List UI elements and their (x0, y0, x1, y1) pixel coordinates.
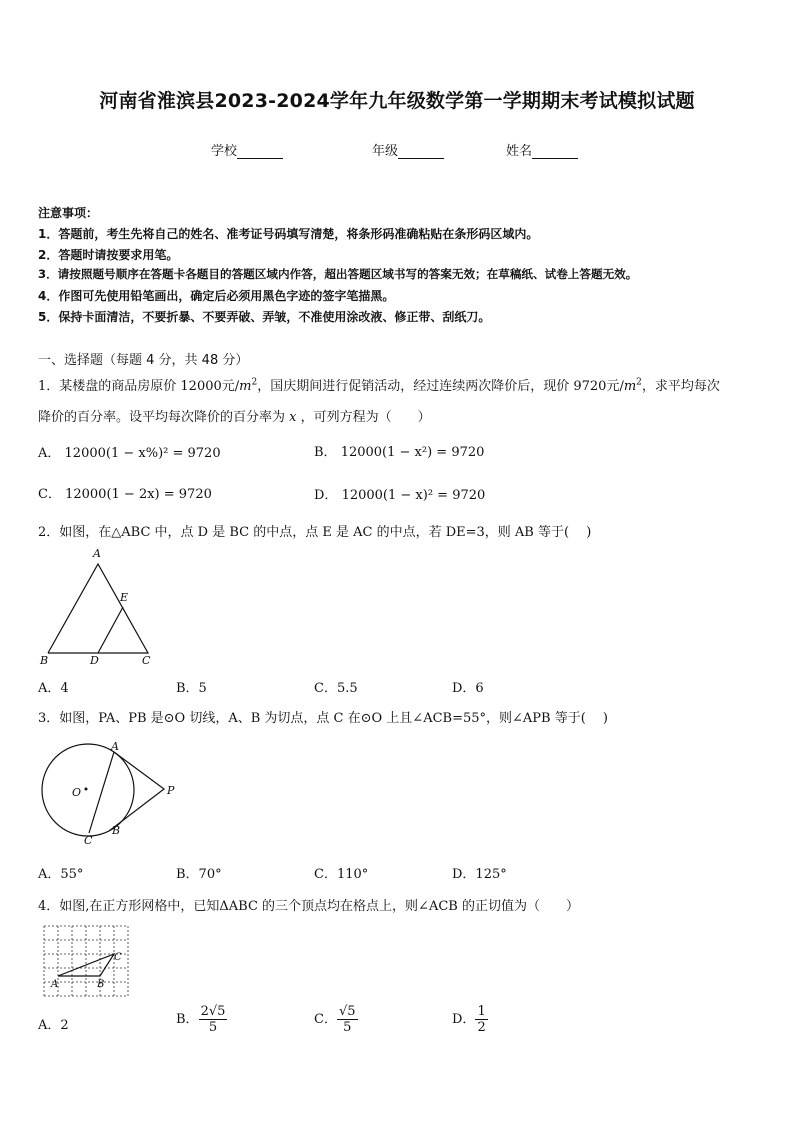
q2-label-d: D (90, 654, 99, 667)
school-blank[interactable] (237, 146, 283, 159)
note-item: 1．答题前，考生先将自己的姓名、准考证号码填写清楚，将条形码准确粘贴在条形码区域内。 (38, 227, 539, 241)
note-item: 2．答题时请按要求用笔。 (38, 248, 179, 262)
name-blank[interactable] (532, 146, 578, 159)
q2-label-b: B (40, 654, 49, 667)
q4-label-b: B (97, 979, 105, 990)
q3-label-o: O (72, 786, 82, 799)
q1-stem-line1: 1．某楼盘的商品房原价 12000元$/m^2$，国庆期间进行促销活动，经过连续两次降价后，现价 9720元$/m^2$，求平均每次 (38, 377, 720, 394)
name-label: 姓名 (506, 144, 533, 159)
grade-label: 年级 (372, 144, 399, 159)
page-title: 河南省淮滨县2023-2024学年九年级数学第一学期期末考试模拟试题 (99, 90, 695, 112)
q3-option-c[interactable]: C．110° (314, 867, 369, 882)
q2-option-a[interactable]: A．4 (38, 681, 69, 696)
note-item: 5．保持卡面清洁，不要折暴、不要弄破、弄皱，不准使用涂改液、修正带、刮纸刀。 (38, 310, 491, 324)
q3-label-a: A (111, 740, 119, 753)
note-item: 3．请按照题号顺序在答题卡各题目的答题区域内作答，超出答题区域书写的答案无效；在草稿纸、试卷上答题无效。 (38, 267, 638, 281)
grade-blank[interactable] (398, 146, 444, 159)
q4-option-a[interactable]: A．2 (38, 1018, 69, 1033)
q2-option-d[interactable]: D．6 (452, 681, 484, 696)
q3-label-p: P (167, 784, 175, 797)
q2-label-a: A (93, 547, 101, 560)
q4-option-c[interactable]: C． $\frac{√5}{5}$ (314, 1004, 356, 1035)
q1-option-a[interactable]: A． 12000(1 − x%)² = 9720 (38, 446, 221, 461)
q4-label-c: C (114, 952, 122, 963)
q3-option-a[interactable]: A．55° (38, 867, 84, 882)
grade-field (372, 140, 444, 159)
school-field (211, 140, 283, 159)
notes-heading: 注意事项： (38, 206, 99, 220)
q4-option-d[interactable]: D． $\frac{1}{2}$ (452, 1004, 486, 1035)
q3-label-c: C (84, 834, 93, 847)
q4-grid-figure (42, 924, 134, 998)
q2-option-c[interactable]: C．5.5 (314, 681, 358, 696)
q1-option-d[interactable]: D． 12000(1 − x)² = 9720 (314, 488, 486, 503)
q3-option-d[interactable]: D．125° (452, 867, 507, 882)
q2-stem: 2．如图，在△ABC 中，点 D 是 BC 的中点，点 E 是 AC 的中点，若 DE=3，则 AB 等于( ) (38, 525, 592, 540)
q2-triangle-figure (36, 542, 166, 670)
q3-option-b[interactable]: B．70° (176, 867, 222, 882)
q3-label-b: B (112, 824, 121, 837)
school-label: 学校 (211, 144, 238, 159)
section-heading: 一、选择题（每题 4 分，共 48 分） (38, 353, 249, 368)
q4-stem: 4．如图,在正方形网格中，已知ΔABC 的三个顶点均在格点上，则∠ACB 的正切值为（ ） (38, 899, 579, 914)
q1-option-b[interactable]: B． 12000(1 − x²) = 9720 (314, 445, 485, 460)
q2-label-c: C (142, 654, 151, 667)
q4-option-b[interactable]: B． $\frac{2√5}{5}$ (176, 1004, 226, 1035)
q4-label-a: A (51, 979, 59, 990)
q2-label-e: E (120, 591, 129, 604)
q3-circle-figure (36, 734, 186, 852)
q2-option-b[interactable]: B．5 (176, 681, 207, 696)
q3-stem: 3．如图，PA、PB 是⊙O 切线，A、B 为切点，点 C 在⊙O 上且∠ACB=55°，则∠APB 等于( ) (38, 711, 609, 726)
name-field (506, 140, 578, 159)
note-item: 4．作图可先使用铅笔画出，确定后必须用黑色字迹的签字笔描黑。 (38, 289, 395, 303)
q1-option-c[interactable]: C． 12000(1 − 2x) = 9720 (38, 487, 212, 502)
q1-stem-line2: 降价的百分率。设平均每次降价的百分率为 x ，可列方程为（ ） (38, 410, 431, 425)
q4-triangle (58, 954, 114, 976)
